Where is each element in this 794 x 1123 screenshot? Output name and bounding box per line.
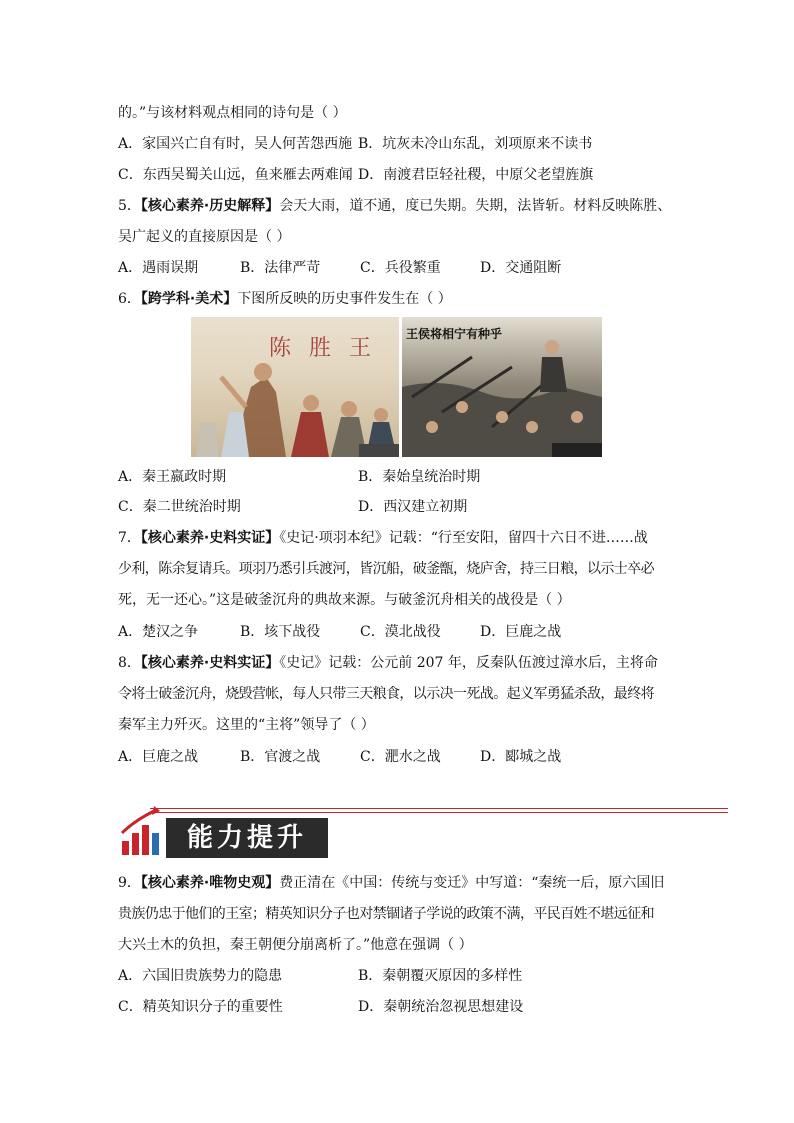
battle-crowd-illustration (402, 317, 602, 457)
painting-title: 王侯将相宁有种乎 (406, 327, 503, 341)
q7-option-d[interactable]: D．巨鹿之战 (480, 624, 562, 640)
q8-option-d[interactable]: D．郾城之战 (480, 749, 562, 765)
q7-stem-line3: 死，无一还心。”这是破釜沉舟的典故来源。与破釜沉舟相关的战役是（ ） (118, 592, 571, 608)
q9-option-b[interactable]: B．秦朝覆灭原因的多样性 (358, 968, 523, 984)
chen-sheng-painting (191, 317, 399, 457)
painting-title: 陈胜王 (269, 336, 390, 361)
q8-stem-line2: 令将士破釜沉舟，烧毁营帐，每人只带三天粮食，以示决一死战。起义军勇猛杀敌，最终将 (118, 686, 654, 702)
q8-option-c[interactable]: C．淝水之战 (360, 749, 441, 765)
question-tag: 【跨学科·美术】 (140, 291, 238, 307)
q5-option-c[interactable]: C．兵役繁重 (360, 260, 441, 276)
question-tag: 【核心素养·史料实证】 (140, 655, 280, 671)
q6-option-d[interactable]: D．西汉建立初期 (358, 499, 468, 515)
q8-option-a[interactable]: A．巨鹿之战 (118, 749, 199, 765)
q4-stem-line: 的。”与该材料观点相同的诗句是（ ） (118, 105, 347, 121)
question-number: 9． (118, 875, 141, 891)
q4-option-a[interactable]: A．家国兴亡自有时，吴人何苦怨西施 (118, 136, 353, 152)
question-number: 7． (118, 530, 141, 546)
q8-stem-line3: 秦军主力歼灭。这里的“主将”领导了（ ） (118, 717, 375, 733)
section-title: 能力提升 (166, 818, 328, 858)
q4-option-d[interactable]: D．南渡君臣轻社稷，中原父老望旌旗 (358, 167, 594, 183)
q7-stem-line1 (118, 528, 648, 548)
section-divider (150, 808, 728, 813)
question-number: 8． (118, 655, 141, 671)
q8-stem-line1 (118, 653, 658, 673)
question-number: 6． (118, 291, 141, 307)
question-text: 会天大雨，道不通，度已失期。失期，法皆斩。材料反映陈胜、 (279, 198, 672, 214)
question-tag: 【核心素养·史料实证】 (140, 530, 280, 546)
crowd-figures-illustration (191, 317, 399, 457)
q6-option-b[interactable]: B．秦始皇统治时期 (358, 469, 481, 485)
q4-option-c[interactable]: C．东西吴蜀关山远，鱼来雁去两难闻 (118, 167, 353, 183)
q9-option-d[interactable]: D．秦朝统治忽视思想建设 (358, 999, 524, 1015)
q7-option-a[interactable]: A．楚汉之争 (118, 624, 199, 640)
question-text: 《史记》记载：公元前 207 年，反秦队伍渡过漳水后，主将命 (279, 655, 658, 671)
q8-option-b[interactable]: B．官渡之战 (240, 749, 321, 765)
q9-stem-line2: 贵族仍忠于他们的王室；精英知识分子也对禁锢诸子学说的政策不满，平民百姓不堪远征和 (118, 906, 654, 922)
q5-stem-line2: 吴广起义的直接原因是（ ） (118, 229, 291, 245)
q6-stem-line1 (118, 289, 452, 309)
q6-option-c[interactable]: C．秦二世统治时期 (118, 499, 241, 515)
question-text: 《史记·项羽本纪》记载：“行至安阳，留四十六日不进……战 (279, 530, 648, 546)
q4-option-b[interactable]: B．坑灰未冷山东乱，刘项原来不读书 (358, 136, 593, 152)
q9-option-a[interactable]: A．六国旧贵族势力的隐患 (118, 968, 283, 984)
question-text: 费正清在《中国：传统与变迁》中写道：“秦统一后，原六国旧 (279, 875, 665, 891)
uprising-painting (402, 317, 602, 457)
q9-option-c[interactable]: C．精英知识分子的重要性 (118, 999, 283, 1015)
q5-option-d[interactable]: D．交通阻断 (480, 260, 562, 276)
question-tag: 【核心素养·历史解释】 (140, 198, 280, 214)
question-tag: 【核心素养·唯物史观】 (140, 875, 280, 891)
question-number: 5． (118, 198, 141, 214)
q5-stem-line1 (118, 196, 671, 216)
q9-stem-line3: 大兴土木的负担，秦王朝便分崩离析了。”他意在强调（ ） (118, 937, 473, 953)
q5-option-a[interactable]: A．遇雨误期 (118, 260, 199, 276)
q9-stem-line1 (118, 873, 664, 893)
q7-stem-line2: 少利，陈余复请兵。项羽乃悉引兵渡河，皆沉船，破釜甑，烧庐舍，持三日粮，以示士卒必 (118, 561, 654, 577)
q6-option-a[interactable]: A．秦王嬴政时期 (118, 469, 227, 485)
q5-option-b[interactable]: B．法律严苛 (240, 260, 321, 276)
q7-option-c[interactable]: C．漠北战役 (360, 624, 441, 640)
question-text: 下图所反映的历史事件发生在（ ） (237, 291, 452, 307)
q7-option-b[interactable]: B．垓下战役 (240, 624, 321, 640)
